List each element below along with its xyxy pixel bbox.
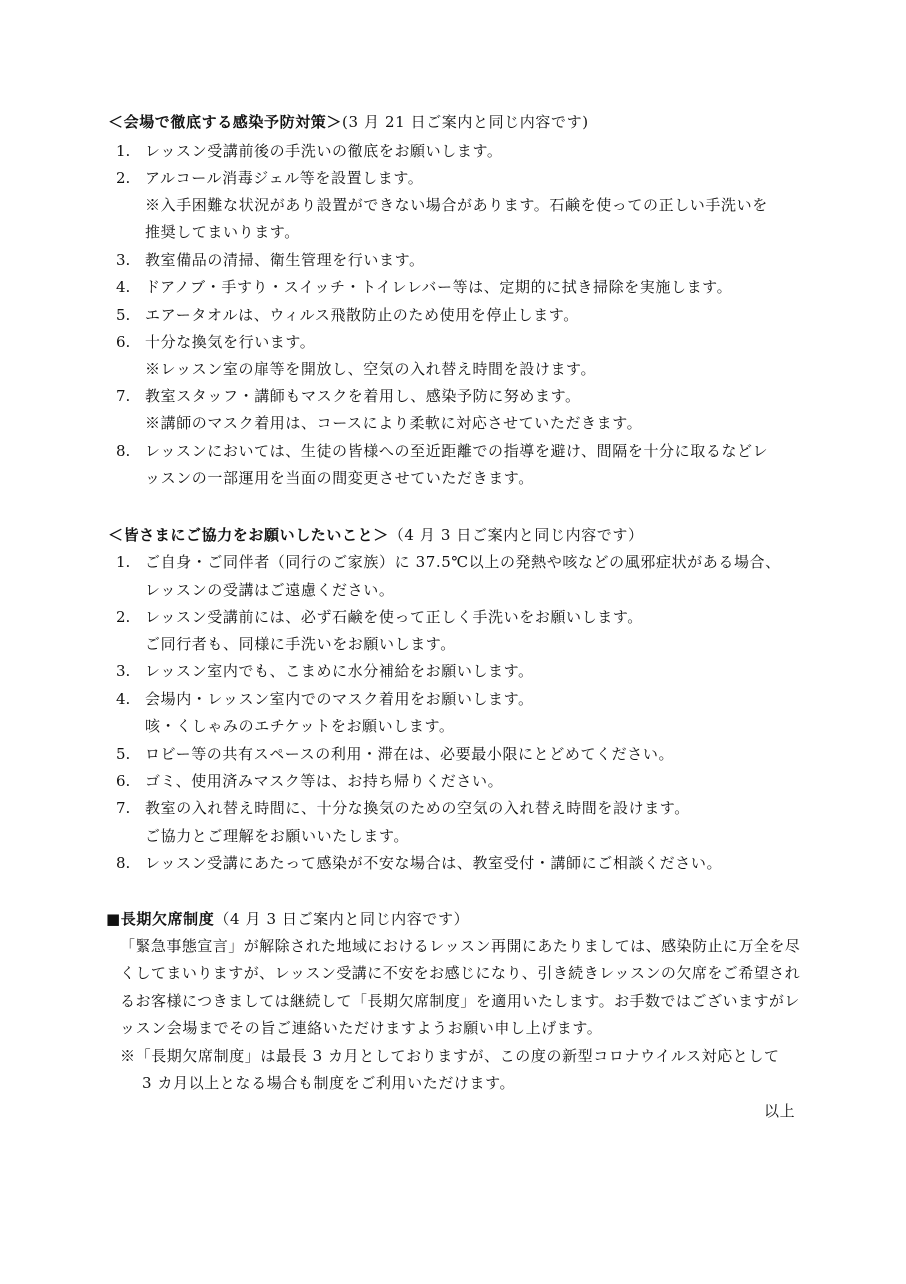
section3-heading-note: （4 月 3 日ご案内と同じ内容です） [214,910,470,928]
s1-item8-number: 8. [116,442,131,460]
s3-body-line3: るお客様につきましては継続して「長期欠席制度」を適用いたします。お手数ではございますがレ [120,992,800,1010]
closing-text: 以上 [764,1102,796,1120]
s1-item2-number: 2. [116,169,131,187]
s2-item4-number: 4. [116,690,131,708]
s1-item3-text: 教室備品の清掃、衛生管理を行います。 [145,251,425,269]
s2-item7-text-cont: ご協力とご理解をお願いいたします。 [145,827,410,845]
s2-item3-text: レッスン室内でも、こまめに水分補給をお願いします。 [145,662,534,680]
s2-item8-text: レッスン受講にあたって感染が不安な場合は、教室受付・講師にご相談ください。 [145,854,723,872]
s1-item4-text: ドアノブ・手すり・スイッチ・トイレレバー等は、定期的に拭き掃除を実施します。 [145,278,733,296]
s1-item1-text: レッスン受講前後の手洗いの徹底をお願いします。 [145,142,503,160]
s1-item8-text: レッスンにおいては、生徒の皆様への至近距離での指導を避け、間隔を十分に取るなどレ [145,442,769,460]
s3-note-line1: ※「長期欠席制度」は最長 3 カ月としておりますが、この度の新型コロナウイルス対応として [120,1047,780,1065]
s2-item4-text-cont: 咳・くしゃみのエチケットをお願いします。 [145,717,455,735]
section3-heading-title: ■長期欠席制度 [106,910,215,928]
s2-item3-number: 3. [116,662,131,680]
section3-heading [106,909,469,929]
s1-item2-note-cont: 推奨してまいります。 [145,223,300,241]
s2-item6-text: ゴミ、使用済みマスク等は、お持ち帰りください。 [145,772,504,790]
s2-item2-number: 2. [116,608,131,626]
s1-item6-note: ※レッスン室の扉等を開放し、空気の入れ替え時間を設けます。 [145,360,597,378]
section2-heading-title: ＜皆さまにご協力をお願いしたいこと＞ [108,526,389,544]
s1-item7-text: 教室スタッフ・講師もマスクを着用し、感染予防に努めます。 [145,387,581,405]
section2-heading [108,525,644,545]
s2-item2-text-cont: ご同行者も、同様に手洗いをお願いします。 [145,635,456,653]
s1-item6-number: 6. [116,333,131,351]
s3-body-line4: ッスン会場までその旨ご連絡いただけますようお願い申し上げます。 [120,1019,603,1037]
s1-item4-number: 4. [116,278,131,296]
s2-item7-number: 7. [116,799,131,817]
s3-body-line1: 「緊急事態宣言」が解除された地域におけるレッスン再開にあたりましては、感染防止に万全を尽 [120,937,801,955]
s1-item3-number: 3. [116,251,131,269]
s1-item2-text: アルコール消毒ジェル等を設置します。 [145,169,424,187]
s1-item5-text: エアータオルは、ウィルス飛散防止のため使用を停止します。 [145,306,579,324]
s2-item1-text: ご自身・ご同伴者（同行のご家族）に 37.5℃以上の発熱や咳などの風邪症状がある場合、 [145,553,781,571]
section1-heading-title: ＜会場で徹底する感染予防対策＞ [108,113,343,131]
section1-heading [108,112,589,132]
s2-item4-text: 会場内・レッスン室内でのマスク着用をお願いします。 [145,690,534,708]
s2-item1-number: 1. [116,553,131,571]
s2-item5-number: 5. [116,745,131,763]
s1-item5-number: 5. [116,306,131,324]
s2-item1-text-cont: レッスンの受講はご遠慮ください。 [145,581,395,599]
section1-heading-note: (3 月 21 日ご案内と同じ内容です) [342,113,589,131]
s2-item6-number: 6. [116,772,131,790]
s1-item1-number: 1. [116,142,131,160]
s3-note-line2: 3 カ月以上となる場合も制度をご利用いただけます。 [142,1074,516,1092]
s1-item8-text-cont: ッスンの一部運用を当面の間変更させていただきます。 [145,469,534,487]
s2-item7-text: 教室の入れ替え時間に、十分な換気のための空気の入れ替え時間を設けます。 [145,799,690,817]
s1-item7-number: 7. [116,387,131,405]
s1-item7-note: ※講師のマスク着用は、コースにより柔軟に対応させていただきます。 [145,414,643,432]
s2-item2-text: レッスン受講前には、必ず石鹸を使って正しく手洗いをお願いします。 [145,608,643,626]
s1-item2-note: ※入手困難な状況があり設置ができない場合があります。石鹸を使っての正しい手洗いを [145,196,768,214]
s3-body-line2: くしてまいりますが、レッスン受講に不安をお感じになり、引き続きレッスンの欠席をご希望され [120,964,801,982]
section2-heading-note: （4 月 3 日ご案内と同じ内容です） [388,526,644,544]
s2-item5-text: ロビー等の共有スペースの利用・滞在は、必要最小限にとどめてください。 [145,745,675,763]
s1-item6-text: 十分な換気を行います。 [145,333,316,351]
s2-item8-number: 8. [116,854,131,872]
